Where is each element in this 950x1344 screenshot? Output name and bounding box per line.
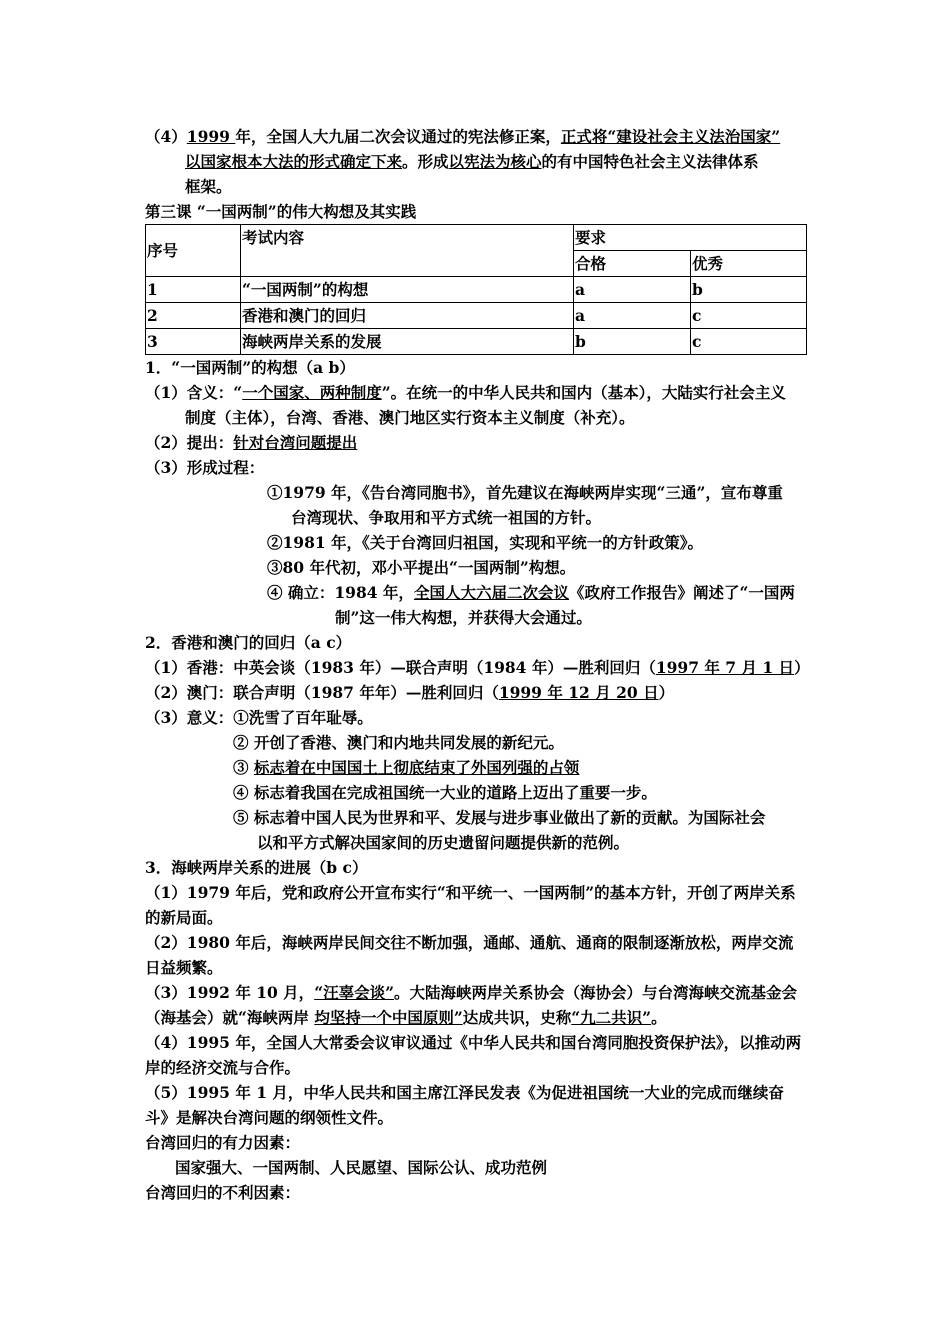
relations-1: （1）1979 年后，党和政府公开宣布实行“和平统一、一国两制”的基本方针，开创了两岸关系的新局面。 [145, 883, 796, 927]
underlined-text: 一个国家、两种制度 [242, 383, 382, 402]
formation-step-1-cont [145, 505, 807, 530]
significance-1 [145, 705, 807, 730]
text: 。 [651, 1008, 667, 1027]
table-row [146, 329, 807, 355]
text: 《政府工作报告》阐述了“一国两 [568, 583, 795, 602]
text: （2）提出： [145, 433, 234, 452]
cell-content: “一国两制”的构想 [241, 277, 574, 303]
cell-no: 2 [146, 303, 241, 329]
underlined-text: 均坚持一个中国原则” [314, 1008, 463, 1027]
cell-no: 3 [146, 329, 241, 355]
section-1-title: 1．“一国两制”的构想（a b） [145, 358, 355, 377]
lesson-title: 第三课 “一国两制”的伟大构想及其实践 [145, 202, 417, 221]
favorable-title: 台湾回归的有力因素： [145, 1133, 301, 1152]
underlined-text: 标志着在中国国土上彻底结束了外国列强的占领 [253, 758, 580, 777]
text: （1）含义：“ [145, 383, 243, 402]
formation-step-2: ②1981 年，《关于台湾回归祖国，实现和平统一的方针政策》。 [267, 533, 704, 552]
significance-5: ⑤ 标志着中国人民为世界和平、发展与进步事业做出了新的贡献。为国际社会 [233, 808, 766, 827]
text: 年，全国人大九届二次会议通过的宪法修正案， [235, 127, 561, 146]
text: （3）意义： [145, 708, 234, 727]
raise-line [145, 430, 807, 455]
paragraph-constitution-1999 [145, 124, 807, 149]
underlined-text: 全国人大六届二次会议 [413, 583, 569, 602]
cell-excellent: c [691, 329, 807, 355]
relations-4: （4）1995 年，全国人大常委会议审议通过《中华人民共和国台湾同胞投资保护法》，以推动两岸的经济交流与合作。 [145, 1033, 802, 1077]
text: （2）澳门：联合声明（1987 年年）—胜利回归（ [145, 683, 499, 702]
formation-step-4 [145, 580, 807, 605]
hongkong-line [145, 655, 810, 680]
cell-pass: a [574, 303, 691, 329]
underlined-text: 1997 年 7 月 1 日 [655, 658, 795, 677]
paragraph-constitution-end: 框架。 [185, 177, 232, 196]
text: ”。在统一的中华人民共和国内（基本），大陆实行社会主义 [381, 383, 786, 402]
table-row [146, 303, 807, 329]
relations-2: （2）1980 年后，海峡两岸民间交往不断加强，通邮、通航、通商的限制逐渐放松，两岸交流日益频繁。 [145, 933, 794, 977]
cell-excellent: b [691, 277, 807, 303]
section-2-title: 2．香港和澳门的回归（a c） [145, 633, 352, 652]
text: 达成共识，史称 [462, 1008, 572, 1027]
requirements-table [145, 224, 807, 355]
header-content: 考试内容 [241, 225, 574, 277]
header-excellent: 优秀 [691, 251, 807, 277]
cell-pass: a [574, 277, 691, 303]
paragraph-constitution-cont [145, 149, 807, 174]
text: 的有中国特色社会主义法律体系 [541, 152, 759, 171]
text: ） [794, 658, 810, 677]
macau-line [145, 680, 807, 705]
formation-step-4-cont [145, 605, 807, 630]
text: 制”这一伟大构想，并获得大会通过。 [335, 608, 592, 627]
significance-2: ② 开创了香港、澳门和内地共同发展的新纪元。 [233, 733, 564, 752]
text: （3）1992 年 10 月， [145, 983, 315, 1002]
underlined-text: 以宪法为核心 [448, 152, 542, 171]
cell-content: 香港和澳门的回归 [241, 303, 574, 329]
section-3-title: 3．海峡两岸关系的进展（b c） [145, 858, 368, 877]
year-1999: 1999 [186, 127, 236, 146]
text: 以和平方式解决国家间的历史遗留问题提供新的范例。 [257, 833, 630, 852]
cell-content: 海峡两岸关系的发展 [241, 329, 574, 355]
table-row [146, 277, 807, 303]
text: ③ [233, 758, 254, 777]
text: 。大陆海峡两岸关系协会（海协会）与台湾海峡交流基金会（海基会）就“海峡两岸 [145, 983, 798, 1027]
underlined-text: “九二共识” [571, 1008, 652, 1027]
relations-5: （5）1995 年 1 月，中华人民共和国主席江泽民发表《为促进祖国统一大业的完成而继续奋斗》是解决台湾问题的纲领性文件。 [145, 1083, 784, 1127]
text: （1）香港：中英会谈（1983 年）—联合声明（1984 年）—胜利回归（ [145, 658, 656, 677]
favorable-list: 国家强大、一国两制、人民愿望、国际公认、成功范例 [175, 1158, 548, 1177]
meaning-line [145, 380, 807, 405]
unfavorable-title: 台湾回归的不利因素： [145, 1183, 301, 1202]
formation-step-3: ③80 年代初，邓小平提出“一国两制”构想。 [267, 558, 576, 577]
header-requirement: 要求 [574, 225, 807, 251]
text: ④ 确立：1984 年， [267, 583, 414, 602]
underlined-text: 以国家根本大法的形式确定下来 [185, 152, 403, 171]
text: 。形成 [402, 152, 449, 171]
formation-step-1: ①1979 年，《告台湾同胞书》，首先建议在海峡两岸实现“三通”，宣布尊重 [267, 483, 783, 502]
cell-excellent: c [691, 303, 807, 329]
underlined-text: 正式将“建设社会主义法治国家” [560, 127, 781, 146]
significance-3 [145, 755, 807, 780]
text: ①洗雪了百年耻辱。 [233, 708, 373, 727]
underlined-text: 针对台湾问题提出 [233, 433, 358, 452]
underlined-text: “汪辜会谈” [314, 983, 395, 1002]
underlined-text: 1999 年 12 月 20 日 [498, 683, 659, 702]
item-label: （4） [145, 127, 187, 146]
significance-5-cont [145, 830, 807, 855]
relations-3 [145, 980, 807, 1030]
formation-label: （3）形成过程： [145, 458, 265, 477]
significance-4: ④ 标志着我国在完成祖国统一大业的道路上迈出了重要一步。 [233, 783, 657, 802]
text: ） [658, 683, 675, 702]
meaning-cont: 制度（主体），台湾、香港、澳门地区实行资本主义制度（补充）。 [185, 408, 635, 427]
cell-no: 1 [146, 277, 241, 303]
text: 台湾现状、争取用和平方式统一祖国的方针。 [291, 508, 602, 527]
header-no: 序号 [146, 225, 241, 277]
header-pass: 合格 [574, 251, 691, 277]
cell-pass: b [574, 329, 691, 355]
document-page [145, 124, 810, 1205]
